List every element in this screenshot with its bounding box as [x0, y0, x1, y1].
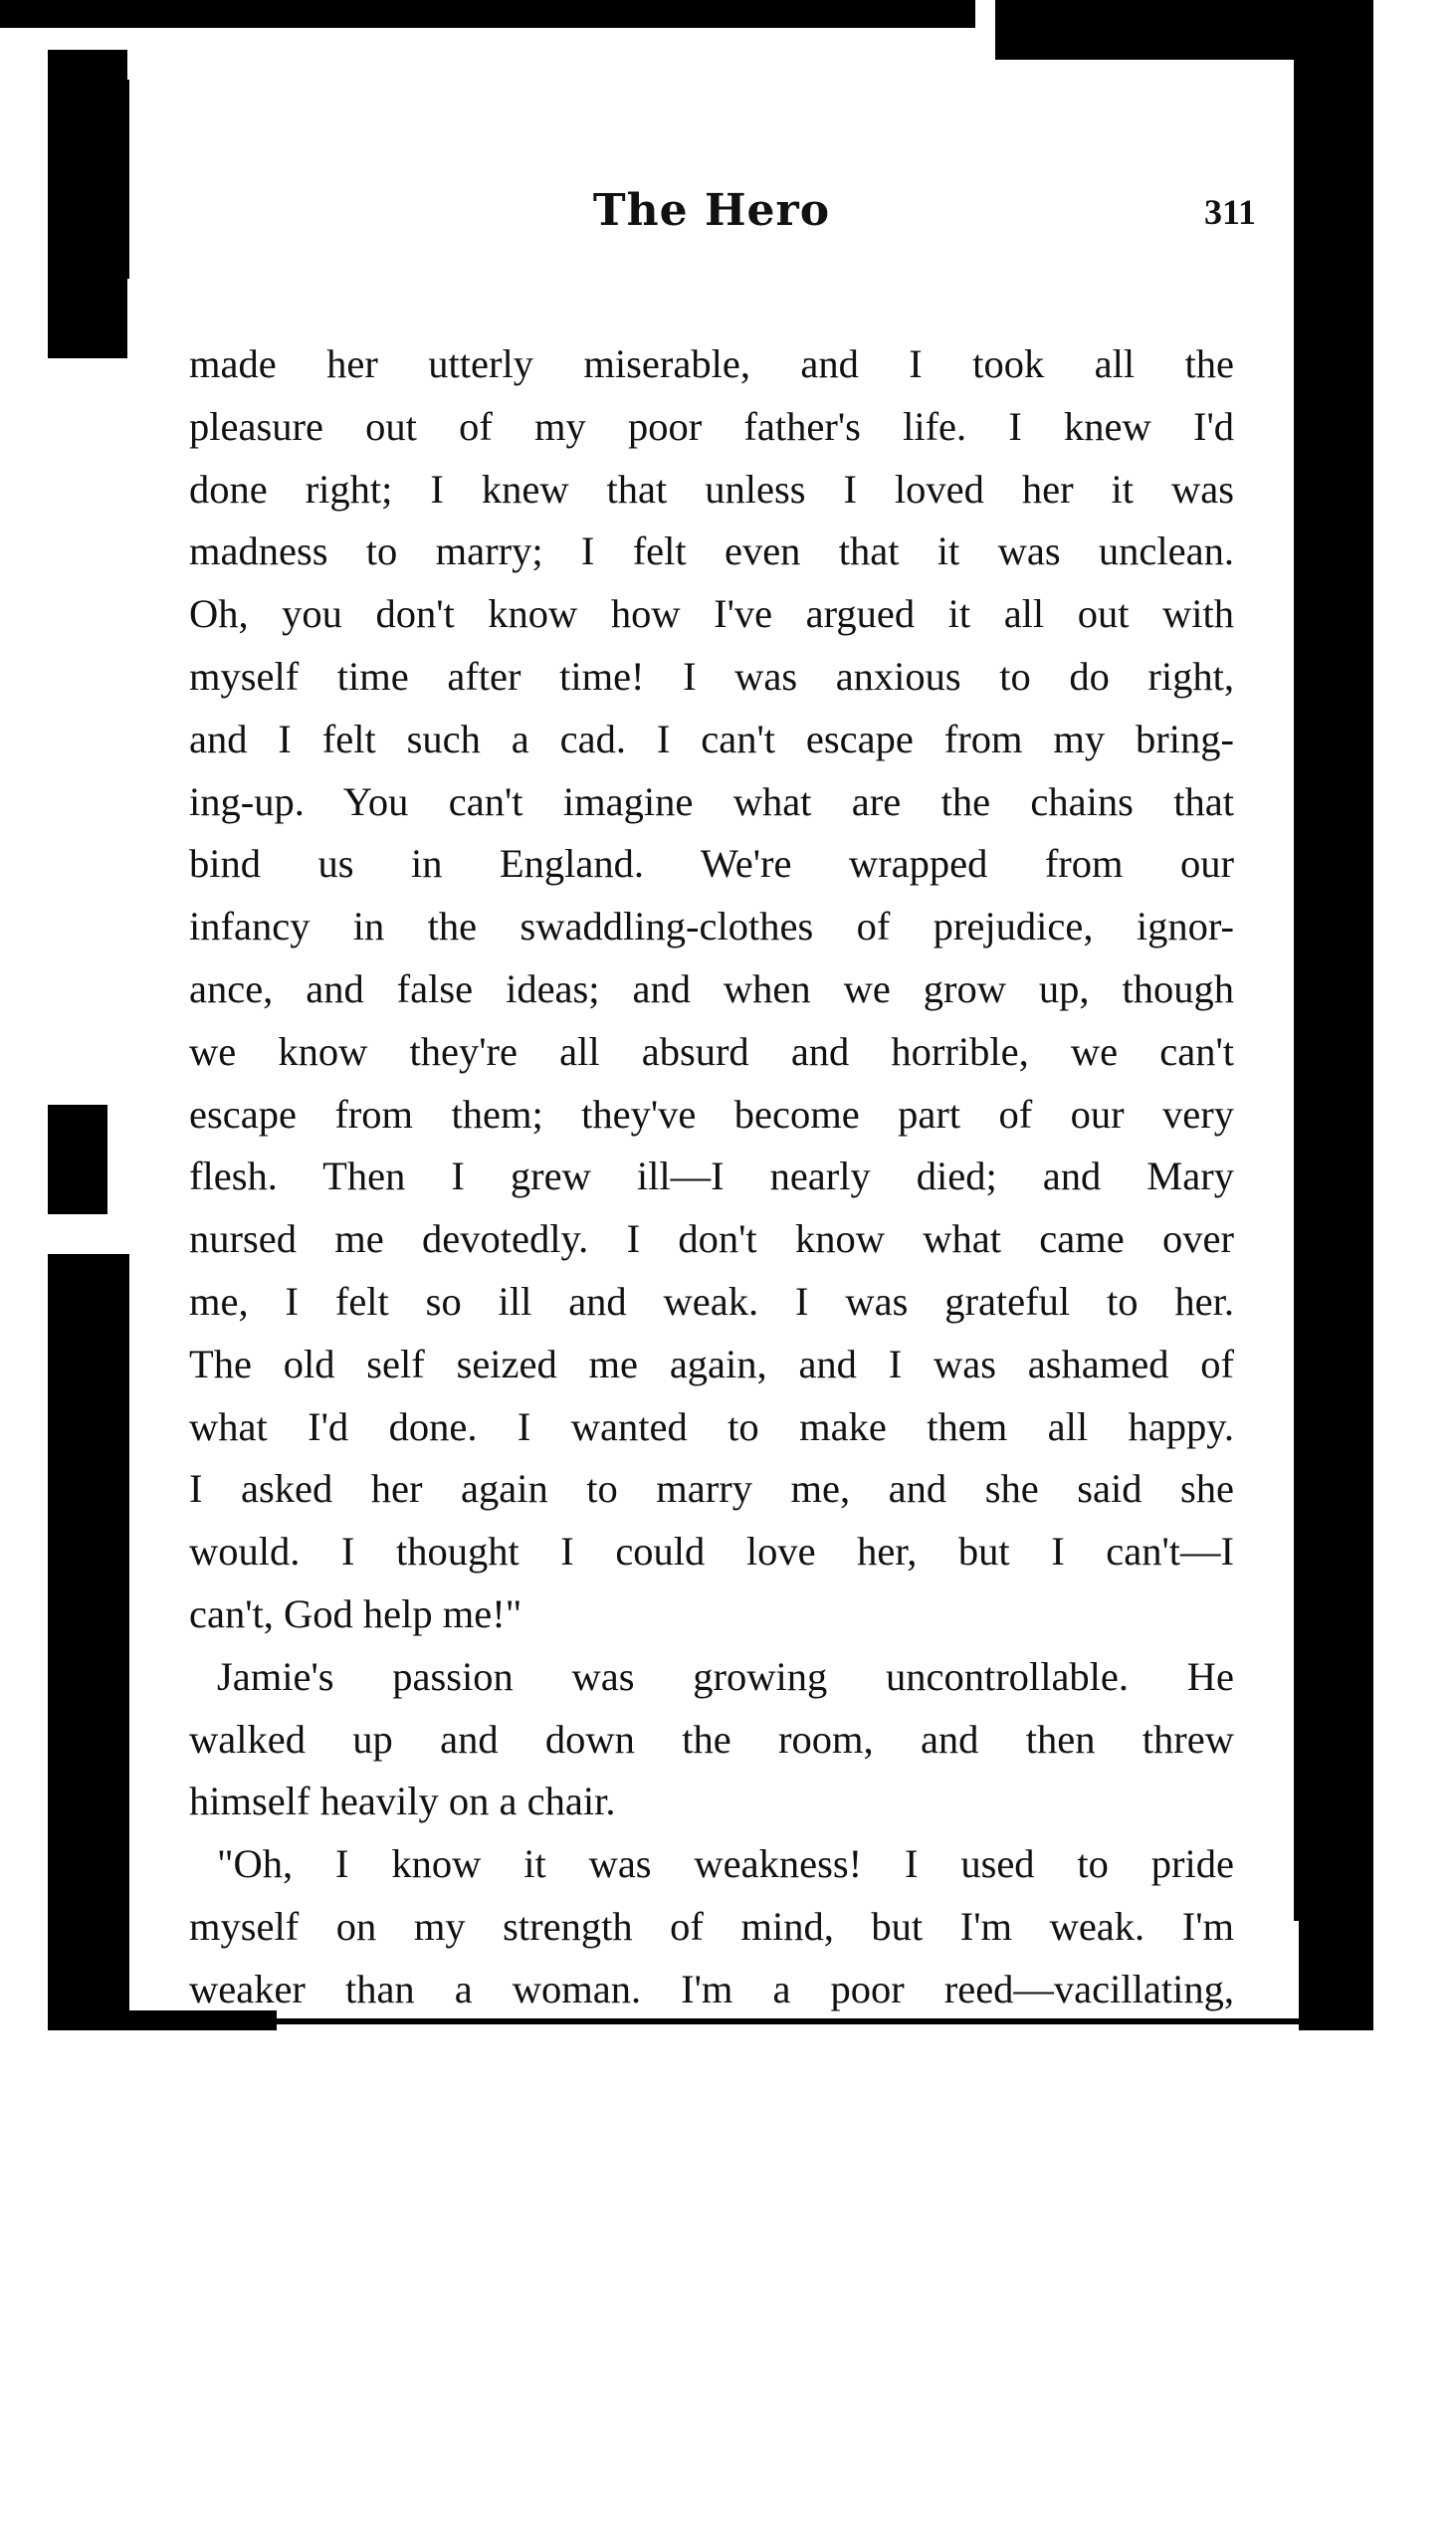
text-line: we know they're all absurd and horrible, we can't	[189, 1028, 1234, 1074]
body-text	[189, 333, 1234, 2021]
text-line: done right; I knew that unless I loved her it was	[189, 466, 1234, 512]
book-page	[129, 60, 1294, 2010]
text-line: ing-up. You can't imagine what are the chains that	[189, 778, 1234, 824]
text-line: me, I felt so ill and weak. I was grateful to her.	[189, 1278, 1234, 1324]
text-line: ance, and false ideas; and when we grow up, though	[189, 965, 1234, 1011]
text-line: made her utterly miserable, and I took all the	[189, 341, 1234, 386]
running-head	[129, 185, 1294, 255]
text-line: infancy in the swaddling-clothes of prejudice, ignor-	[189, 904, 1234, 949]
scan-border-right-foot	[1299, 1921, 1373, 2030]
text-line: himself heavily on a chair.	[189, 1779, 616, 1824]
scan-border-top-right	[995, 0, 1373, 60]
page-number: 311	[1203, 192, 1256, 232]
scan-border-top	[0, 0, 975, 28]
text-line: pleasure out of my poor father's life. I knew I'd	[189, 403, 1234, 449]
text-line: would. I thought I could love her, but I can't—I	[189, 1529, 1234, 1575]
text-line: weaker than a woman. I'm a poor reed—vacillating,	[189, 1966, 1234, 2011]
text-line: Oh, you don't know how I've argued it all out with	[189, 591, 1234, 637]
page-title: The Hero	[592, 185, 831, 236]
text-line: walked up and down the room, and then threw	[189, 1716, 1234, 1762]
text-line: what I'd done. I wanted to make them all happy.	[189, 1403, 1234, 1449]
text-line: myself time after time! I was anxious to do right,	[189, 653, 1234, 699]
text-line: nursed me devotedly. I don't know what came over	[189, 1216, 1234, 1262]
text-line: myself on my strength of mind, but I'm weak. I'm	[189, 1903, 1234, 1949]
text-line: can't, God help me!"	[189, 1590, 522, 1636]
text-line: Jamie's passion was growing uncontrollable. He	[217, 1653, 1234, 1699]
text-line: I asked her again to marry me, and she said she	[189, 1466, 1234, 1512]
scan-border-left-upper	[48, 50, 127, 358]
text-line: The old self seized me again, and I was ashamed of	[189, 1341, 1234, 1386]
text-line: "Oh, I know it was weakness! I used to pride	[217, 1841, 1234, 1887]
text-line: escape from them; they've become part of our very	[189, 1091, 1234, 1137]
text-line: flesh. Then I grew ill—I nearly died; and Mary	[189, 1154, 1234, 1199]
text-line: and I felt such a cad. I can't escape from my bring-	[189, 716, 1234, 761]
text-line: bind us in England. We're wrapped from our	[189, 841, 1234, 887]
text-line: madness to marry; I felt even that it was unclean.	[189, 528, 1234, 574]
scan-border-left-block	[48, 1105, 107, 1214]
